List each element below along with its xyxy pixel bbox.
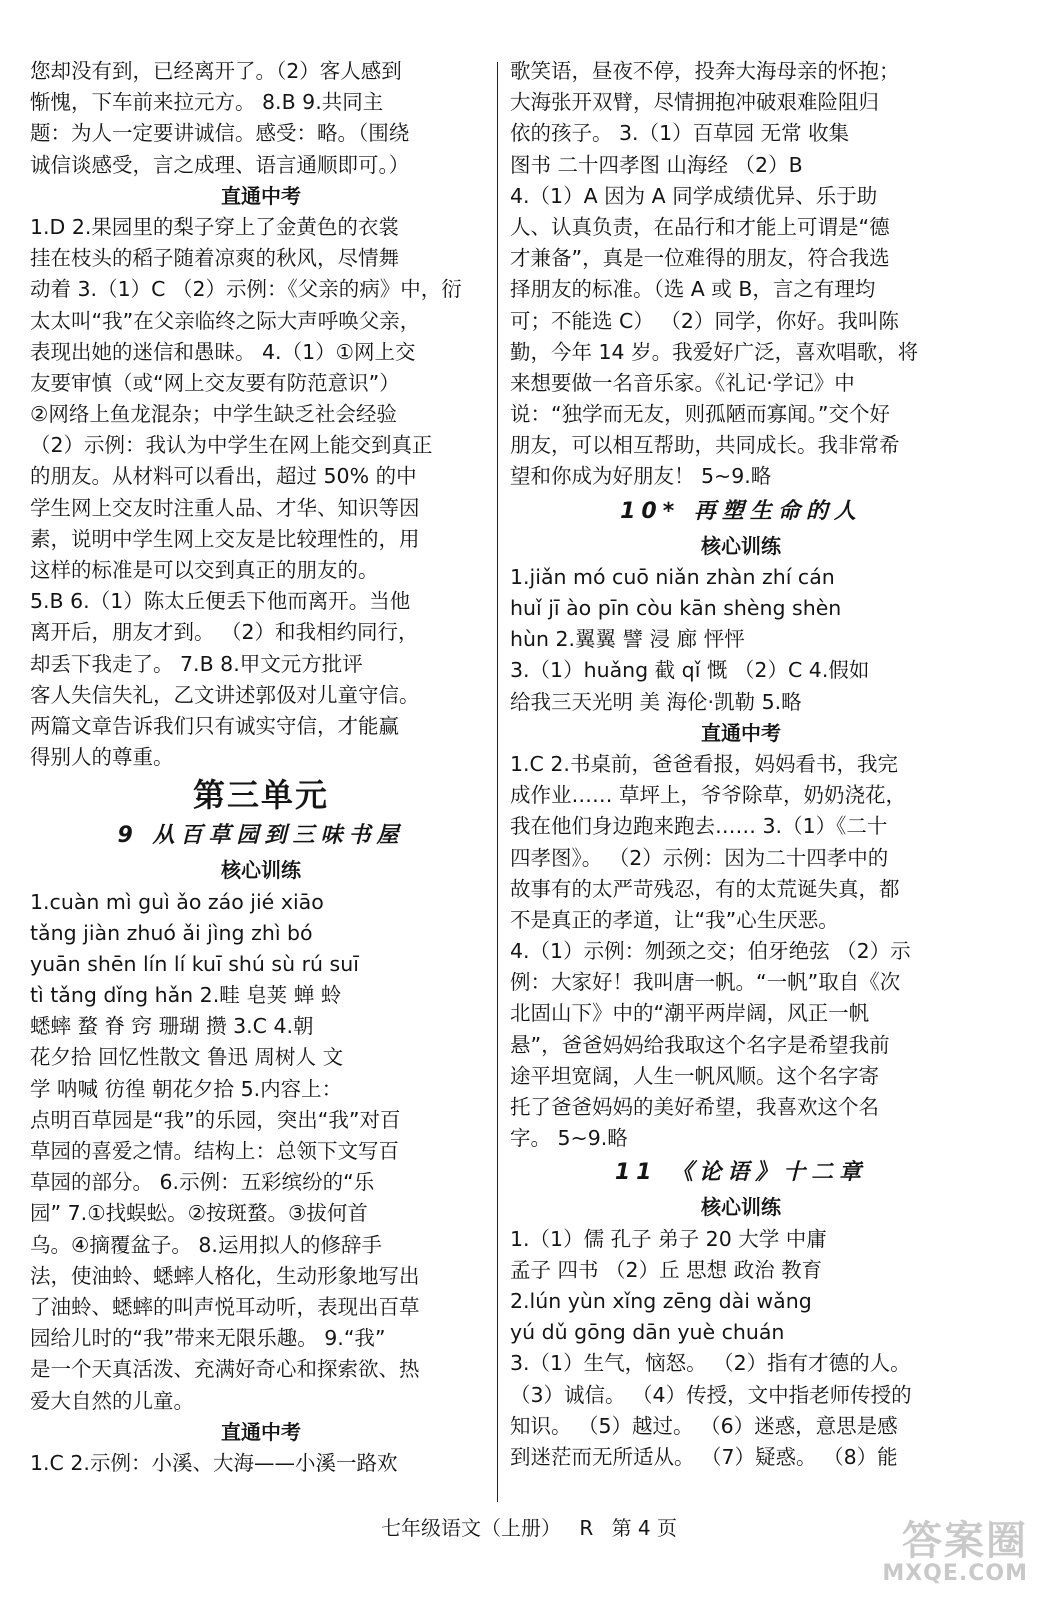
answer-line: 悬”，爸爸妈妈给我取这个名字是希望我前 xyxy=(510,1032,890,1057)
answer-line: 勤，今年 14 岁。我爱好广泛，喜欢唱歌，将 xyxy=(510,339,919,364)
answer-line: 草园的喜爱之情。结构上：总领下文写百 xyxy=(30,1139,399,1163)
answer-line: 3.（1）生气，恼怒。 （2）指有才德的人。 xyxy=(510,1351,911,1376)
answer-line: 动着 3.（1）C （2）示例：《父亲的病》中，衍 xyxy=(30,277,462,302)
answer-line: 4.（1）示例：刎颈之交；伯牙绝弦 （2）示 xyxy=(510,939,911,964)
answer-line: 太太叫“我”在父亲临终之际大声呼唤父亲， xyxy=(30,308,421,333)
left-block-zhitong-answers-2 xyxy=(30,1448,492,1479)
answer-line: 园给儿时的“我”带来无限乐趣。 9.“我” xyxy=(30,1326,386,1351)
answer-line: 图书 二十四孝图 山海经 （2）B xyxy=(510,152,803,177)
answer-line: 点明百草园是“我”的乐园，突出“我”对百 xyxy=(30,1107,401,1132)
answer-line: 这样的标准是可以交到真正的朋友的。 xyxy=(30,558,379,582)
answer-line: 了油蛉、蟋蟀的叫声悦耳动听，表现出百草 xyxy=(30,1294,420,1319)
lesson-title-9: 9 从百草园到三味书屋 xyxy=(117,823,405,849)
left-block-zhitong-answers xyxy=(30,212,492,773)
section-heading-zhitong: 直通中考 xyxy=(701,720,781,745)
answer-line: 乌。④摘覆盆子。 8.运用拟人的修辞手 xyxy=(30,1232,382,1257)
answer-line: 大海张开双臂，尽情拥抱冲破艰难险阻归 xyxy=(510,90,879,115)
answer-line: 素，说明中学生网上交友是比较理性的，用 xyxy=(30,526,420,551)
answer-line: 四孝图》。 （2）示例：因为二十四孝中的 xyxy=(510,845,889,870)
answer-line: 客人失信失礼，乙文讲述郭伋对儿童守信。 xyxy=(30,682,420,707)
lesson-title-11: 11 《论语》十二章 xyxy=(614,1160,868,1186)
section-heading-hexin: 核心训练 xyxy=(221,858,301,883)
answer-line: 字。 5~9.略 xyxy=(510,1126,628,1151)
right-block-continuation xyxy=(510,56,972,493)
section-heading-zhitong-2: 直通中考 xyxy=(221,1419,301,1444)
answer-line: 却丢下我走了。 7.B 8.甲文元方批评 xyxy=(30,651,363,676)
answer-line: 学生网上交友时注重人品、才华、知识等因 xyxy=(30,495,420,520)
answer-line: tǎng jiàn zhuó ǎi jìng zhì bó xyxy=(30,920,313,945)
answer-line: 1.C 2.示例：小溪、大海——小溪一路欢 xyxy=(30,1450,398,1475)
answer-line: 您却没有到，已经离开了。（2）客人感到 xyxy=(30,59,402,83)
unit-title: 第三单元 xyxy=(192,776,329,815)
answer-line: 歌笑语，昼夜不停，投奔大海母亲的怀抱； xyxy=(510,59,900,83)
section-heading-zhitong: 直通中考 xyxy=(221,183,301,208)
answer-line: 知识。 （5）越过。 （6）迷惑，意思是感 xyxy=(510,1413,898,1438)
answer-line: 3.（1）huǎng 截 qǐ 慨 （2）C 4.假如 xyxy=(510,658,870,683)
answer-line: 说：“独学而无友，则孤陋而寡闻。”交个好 xyxy=(510,402,890,427)
answer-line: hùn 2.翼翼 譬 浸 廊 怦怦 xyxy=(510,627,745,652)
left-block-hexin-answers xyxy=(30,887,492,1417)
answer-line: 到迷茫而无所适从。 （7）疑惑。 （8）能 xyxy=(510,1444,898,1469)
answer-line: 诚信谈感受，言之成理、语言通顺即可。） xyxy=(30,152,410,177)
answer-line: 1.（1）儒 孔子 弟子 20 大学 中庸 xyxy=(510,1226,827,1251)
left-block-continuation xyxy=(30,56,492,181)
column-divider xyxy=(497,62,498,1502)
answer-line: 1.jiǎn mó cuō niǎn zhàn zhí cán xyxy=(510,564,835,589)
right-block-hexin-answers-2 xyxy=(510,1224,972,1474)
watermark-logo xyxy=(858,1520,1028,1588)
answer-line: 朋友，可以相互帮助，共同成长。我非常希 xyxy=(510,433,900,458)
answer-line: 例：大家好！我叫唐一帆。“一帆”取自《次 xyxy=(510,970,901,995)
answer-line: 表现出她的迷信和愚昧。 4.（1）①网上交 xyxy=(30,339,416,364)
answer-line: yuān shēn lín lí kuī shú sù rú suī xyxy=(30,951,359,976)
section-heading-hexin-2: 核心训练 xyxy=(701,1195,781,1220)
watermark-logo-text: 答案圈 xyxy=(902,1518,1028,1564)
answer-line: 成作业…… 草坪上，爷爷除草，奶奶浇花， xyxy=(510,783,907,808)
answer-line: 孟子 四书 （2）丘 思想 政治 教育 xyxy=(510,1257,823,1282)
answer-line: yú dǔ gōng dān yuè chuán xyxy=(510,1320,785,1345)
left-column xyxy=(30,56,492,1479)
answer-line: 北固山下》中的“潮平两岸阔，风正一帆 xyxy=(510,1001,870,1026)
answer-line: 离开后，朋友才到。 （2）和我相约同行， xyxy=(30,620,419,645)
answer-line: 可；不能选 C） （2）同学，你好。我叫陈 xyxy=(510,308,899,333)
answer-line: 园” 7.①找蜈蚣。②按斑蝥。③拔何首 xyxy=(30,1201,368,1226)
answer-line: 1.C 2.书桌前，爸爸看报，妈妈看书，我完 xyxy=(510,751,898,776)
answer-line: 草园的部分。 6.示例：五彩缤纷的“乐 xyxy=(30,1170,375,1195)
lesson-title-10: 10* 再塑生命的人 xyxy=(620,498,862,524)
answer-line: 法，使油蛉、蟋蟀人格化，生动形象地写出 xyxy=(30,1263,420,1288)
answer-line: 蟋蟀 蝥 脊 窍 珊瑚 攒 3.C 4.朝 xyxy=(30,1014,314,1039)
right-column xyxy=(510,56,972,1473)
answer-line: 故事有的太严苛残忍，有的太荒诞失真，都 xyxy=(510,876,900,901)
answer-line: 给我三天光明 美 海伦·凯勒 5.略 xyxy=(510,689,802,714)
answer-line: 1.D 2.果园里的梨子穿上了金黄色的衣裳 xyxy=(30,214,399,239)
answer-line: ②网络上鱼龙混杂；中学生缺乏社会经验 xyxy=(30,402,397,427)
answer-line: 人、认真负责，在品行和才能上可谓是“德 xyxy=(510,214,890,239)
section-heading-hexin: 核心训练 xyxy=(701,533,781,558)
answer-line: 择朋友的标准。（选 A 或 B，言之有理均 xyxy=(510,277,876,302)
answer-line: 4.（1）A 因为 A 同学成绩优异、乐于助 xyxy=(510,183,878,208)
answer-line: 我在他们身边跑来跑去…… 3.（1）《二十 xyxy=(510,814,888,839)
answer-line: 得别人的尊重。 xyxy=(30,745,174,770)
answer-line: 依的孩子。 3.（1）百草园 无常 收集 xyxy=(510,121,850,146)
footer-edition: R xyxy=(579,1516,594,1540)
right-block-hexin-answers xyxy=(510,562,972,718)
answer-line: 友要审慎（或“网上交友要有防范意识”） xyxy=(30,370,400,395)
answer-line: tì tǎng dǐng hǎn 2.畦 皂荚 蝉 蛉 xyxy=(30,983,342,1008)
right-block-zhitong-answers xyxy=(510,749,972,1154)
answer-line: 望和你成为好朋友！ 5~9.略 xyxy=(510,464,772,489)
answer-line: 来想要做一名音乐家。《礼记·学记》中 xyxy=(510,370,855,395)
answer-line: 挂在枝头的稻子随着凉爽的秋风，尽情舞 xyxy=(30,246,399,271)
answer-line: 的朋友。从材料可以看出，超过 50% 的中 xyxy=(30,464,417,489)
answer-line: 才兼备”，真是一位难得的朋友，符合我选 xyxy=(510,246,890,271)
answer-line: 学 呐喊 彷徨 朝花夕拾 5.内容上： xyxy=(30,1076,343,1101)
answer-line: huǐ jī ào pīn còu kān shèng shèn xyxy=(510,596,842,620)
answer-line: 途平坦宽阔，人生一帆风顺。这个名字寄 xyxy=(510,1063,879,1088)
answer-line: 1.cuàn mì guì ǎo záo jié xiāo xyxy=(30,889,324,914)
answer-line: 题：为人一定要讲诚信。感受：略。（围绕 xyxy=(30,121,410,146)
answer-line: 两篇文章告诉我们只有诚实守信，才能赢 xyxy=(30,713,399,738)
answer-line: 托了爸爸妈妈的美好希望，我喜欢这个名 xyxy=(510,1095,879,1119)
footer-grade: 七年级语文（上册） xyxy=(380,1516,561,1540)
watermark-url: MXQE.COM xyxy=(882,1561,1028,1586)
answer-line: 爱大自然的儿童。 xyxy=(30,1388,194,1413)
answer-line: 惭愧，下车前来拉元方。 8.B 9.共同主 xyxy=(30,90,384,115)
answer-line: 是一个天真活泼、充满好奇心和探索欲、热 xyxy=(30,1357,420,1382)
answer-line: （3）诚信。 （4）传授，文中指老师传授的 xyxy=(510,1382,912,1407)
answer-line: 不是真正的孝道，让“我”心生厌恶。 xyxy=(510,907,839,932)
answer-line: 花夕拾 回忆性散文 鲁迅 周树人 文 xyxy=(30,1045,344,1070)
answer-line: 5.B 6.（1）陈太丘便丢下他而离开。当他 xyxy=(30,589,411,614)
answer-line: （2）示例：我认为中学生在网上能交到真正 xyxy=(30,433,433,458)
footer-page-number: 第 4 页 xyxy=(611,1516,678,1540)
answer-line: 2.lún yùn xǐng zēng dài wǎng xyxy=(510,1288,812,1313)
